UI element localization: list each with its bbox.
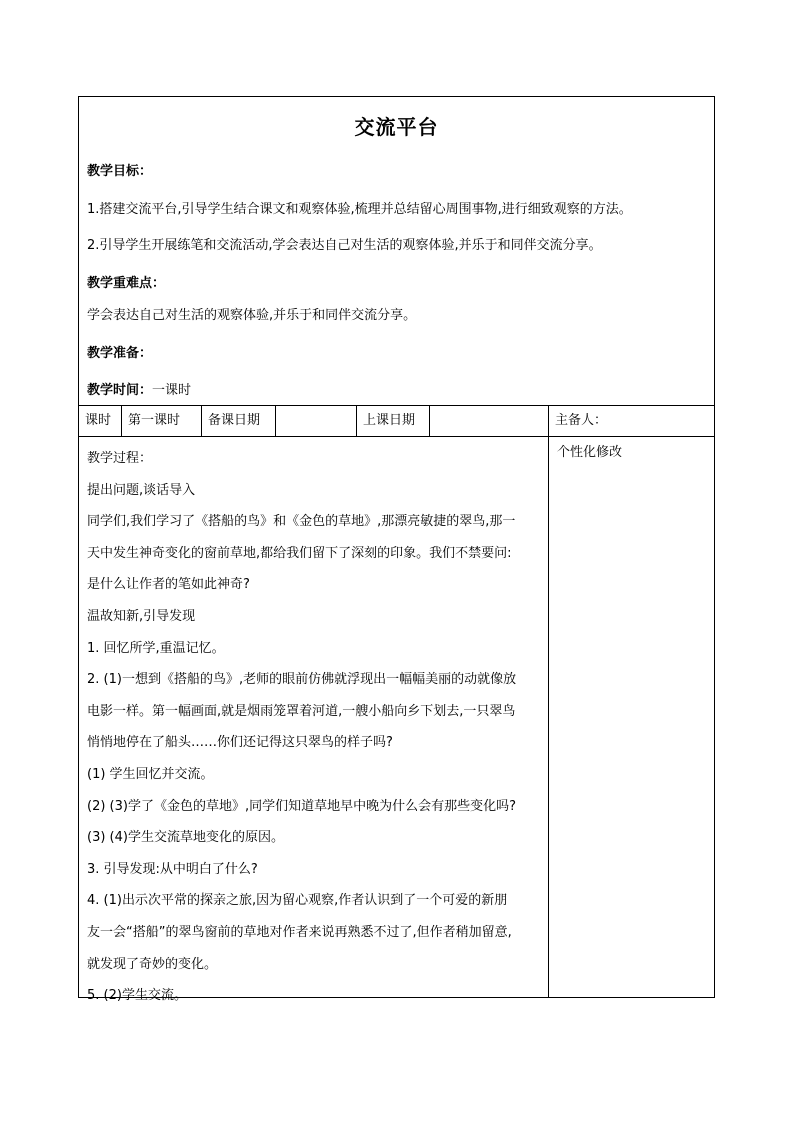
process-line: 教学过程： [87,451,153,466]
teaching-time-value: 一课时 [152,383,192,398]
header-block [79,97,714,405]
process-line: (2) (3)学了《金色的草地》,同学们知道草地早中晚为什么会有那些变化吗? [87,798,516,814]
teaching-process-cell [79,437,549,1004]
process-line: 提出问题,谈话导入 [87,482,196,498]
lesson-label: 课时 [79,406,122,436]
goals-label: 教学目标： [87,164,153,179]
process-line: 同学们,我们学习了《搭船的鸟》和《金色的草地》,那漂亮敏捷的翠鸟,那一 [87,514,516,530]
info-row [79,405,714,436]
preparation-label: 教学准备： [87,346,153,361]
process-line: 温故知新,引导发现 [87,608,196,624]
process-line: 2. (1)一想到《搭船的鸟》,老师的眼前仿佛就浮现出一幅幅美丽的动就像放 [87,672,517,688]
process-line: 4. (1)出示次平常的探亲之旅,因为留心观察,作者认识到了一个可爱的新朋 [87,893,508,909]
prep-date-label: 备课日期 [202,406,276,436]
process-line: 悄悄地停在了船头……你们还记得这只翠鸟的样子吗? [87,735,393,751]
class-date-value[interactable] [430,406,549,436]
process-line: 是什么让作者的笔如此神奇? [87,577,250,593]
goal-1: 1.搭建交流平台,引导学生结合课文和观察体验,梳理并总结留心周围事物,进行细致观察的方法。 [87,202,632,217]
personalized-edit-label: 个性化修改 [557,445,623,460]
body-row [79,436,714,1004]
lesson-plan-document [78,96,715,1004]
process-line: 就发现了奇妙的变化。 [87,956,218,972]
goal-2: 2.引导学生开展练笔和交流活动,学会表达自己对生活的观察体验,并乐于和同伴交流分享。 [87,238,602,253]
process-line: 天中发生神奇变化的窗前草地,都给我们留下了深刻的印象。我们不禁要问: [87,545,512,561]
key-points-text: 学会表达自己对生活的观察体验,并乐于和同伴交流分享。 [87,308,417,323]
key-points-label: 教学重难点： [87,276,166,291]
lesson-value: 第一课时 [122,406,202,436]
prep-date-value[interactable] [276,406,357,436]
class-date-label: 上课日期 [357,406,430,436]
personalized-edit-cell [549,437,722,463]
process-line: 友一会“搭船”的翠鸟窗前的草地对作者来说再熟悉不过了,但作者稍加留意, [87,924,512,940]
process-line: 电影一样。第一幅画面,就是烟雨笼罩着河道,一艘小船向乡下划去,一只翠鸟 [87,703,516,719]
teaching-time-label: 教学时间： [87,383,153,398]
owner-label: 主备人： [555,413,608,428]
process-line: 5. (2)学生交流。 [87,988,187,1004]
process-line: (3) (4)学生交流草地变化的原因。 [87,830,284,846]
page-title: 交流平台 [354,115,439,139]
process-line: 3. 引导发现:从中明白了什么? [87,861,258,877]
teaching-time [87,379,191,398]
process-line: 1. 回忆所学,重温记忆。 [87,640,225,656]
process-line: (1) 学生回忆并交流。 [87,766,214,782]
